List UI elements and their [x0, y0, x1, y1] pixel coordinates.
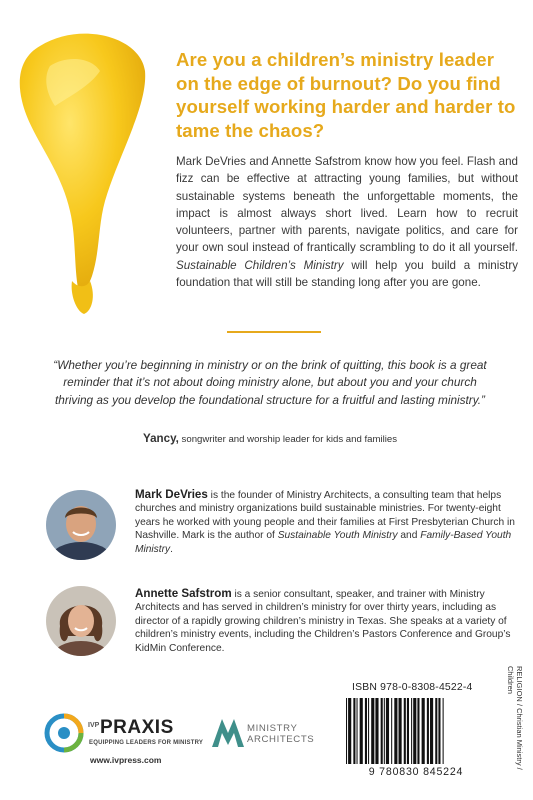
- partner-line-2: ARCHITECTS: [247, 734, 315, 745]
- deflated-balloon-image: [10, 26, 150, 316]
- barcode-bar: [391, 698, 392, 764]
- author-bio-text: .: [170, 543, 173, 555]
- endorsement-quote: “Whether you’re beginning in ministry or on the brink of quitting, this book is a great reminder that it’s not about doing ministry alone, but about you and your church thriving as you develop the foundational structure for a fruitful and lasting ministry.”: [53, 358, 487, 407]
- publisher-website: www.ivpress.com: [90, 755, 162, 765]
- description-blurb: [176, 153, 518, 291]
- ministry-architects-wordmark: [247, 723, 314, 745]
- category-text: [506, 666, 524, 770]
- blurb-tail: will help you build a ministry foundation that will still be standing long after you are gone.: [176, 258, 518, 290]
- endorsement-attribution: [48, 432, 492, 445]
- ivp-wordmark: IVP: [88, 722, 100, 729]
- category-label: [498, 666, 528, 776]
- barcode-bar: [348, 698, 351, 764]
- barcode-bar: [413, 698, 416, 764]
- praxis-tagline: EQUIPPING LEADERS FOR MINISTRY: [89, 740, 204, 746]
- barcode-bar: [427, 698, 429, 764]
- barcode-bar: [346, 698, 347, 764]
- barcode-bar: [365, 698, 367, 764]
- author-book-title: Family-Based Youth Ministry: [135, 530, 512, 555]
- category-line: RELIGION / Christian Ministry /: [515, 666, 524, 770]
- barcode-bar: [386, 698, 389, 764]
- barcode-bar: [407, 698, 409, 764]
- barcode-bar: [360, 698, 363, 764]
- barcode-bar: [368, 698, 369, 764]
- barcode-bar: [384, 698, 385, 764]
- author-bio-annette-safstrom: [135, 587, 517, 655]
- partner-line-1: MINISTRY: [247, 723, 298, 734]
- blurb-book-title: Sustainable Children’s Ministry: [176, 258, 344, 272]
- ministry-architects-logo-icon: [210, 715, 246, 749]
- barcode-bar: [353, 698, 355, 764]
- isbn-barcode: [340, 698, 492, 766]
- author-name: Mark DeVries: [135, 488, 208, 501]
- author-bio-text: is a senior consultant, speaker, and trainer with Ministry Architects and has served in children’s ministry for over thirty years, including as director of a rapidly growing children’s ministry in Texas. She speaks at a variety of children’s ministry events, including the Children’s Pastors Conference and Group’s KidMin Conference.: [135, 589, 511, 654]
- barcode-bar: [422, 698, 425, 764]
- barcode-bar: [357, 698, 358, 764]
- barcode-bar: [411, 698, 412, 764]
- praxis-wordmark: PRAXIS: [100, 717, 174, 738]
- barcode-bar: [394, 698, 397, 764]
- author-photo-mark-devries: [46, 490, 116, 560]
- author-book-title: Sustainable Youth Ministry: [277, 530, 398, 542]
- author-name: Annette Safstrom: [135, 587, 232, 600]
- divider-rule: [227, 331, 321, 333]
- endorser-name: Yancy,: [143, 432, 179, 445]
- category-line: Children: [506, 666, 515, 694]
- barcode-bar: [435, 698, 437, 764]
- barcode-bar: [417, 698, 419, 764]
- blurb-text: Mark DeVries and Annette Safstrom know how you feel. Flash and fizz can be effective at attracting young families, but without sustainable systems beneath the unforgettable moments, the impact is almost always short lived. Learn how to recruit volunteers, partner with parents, navigate politics, and care for your own soul instead of frantically scrambling to do it all yourself.: [176, 155, 518, 255]
- barcode-bar: [438, 698, 440, 764]
- barcode-bar: [430, 698, 433, 764]
- endorser-description: songwriter and worship leader for kids and families: [178, 434, 397, 445]
- ivp-praxis-logo-icon: [44, 713, 84, 753]
- barcode-bar: [371, 698, 374, 764]
- barcode-number: 9 780830 845224: [368, 766, 464, 778]
- author-bio-text: and: [397, 530, 421, 542]
- headline: Are you a children’s ministry leader on the edge of burnout? Do you find yourself working harder and harder to tame the chaos?: [176, 49, 516, 141]
- author-bio-mark-devries: [135, 488, 517, 556]
- barcode-bar: [381, 698, 383, 764]
- isbn-label: ISBN 978-0-8308-4522-4: [352, 682, 473, 693]
- barcode-bar: [375, 698, 378, 764]
- barcode-bar: [399, 698, 402, 764]
- barcode-bar: [404, 698, 406, 764]
- barcode-bar: [443, 698, 444, 764]
- author-bio-text: is the founder of Ministry Architects, a consulting team that helps churches and ministry organizations build sustainable ministries. For twenty-eight years he worked with young people and their families at First Presbyterian Church in Nashville. Mark is the author of: [135, 490, 515, 542]
- author-photo-annette-safstrom: [46, 586, 116, 656]
